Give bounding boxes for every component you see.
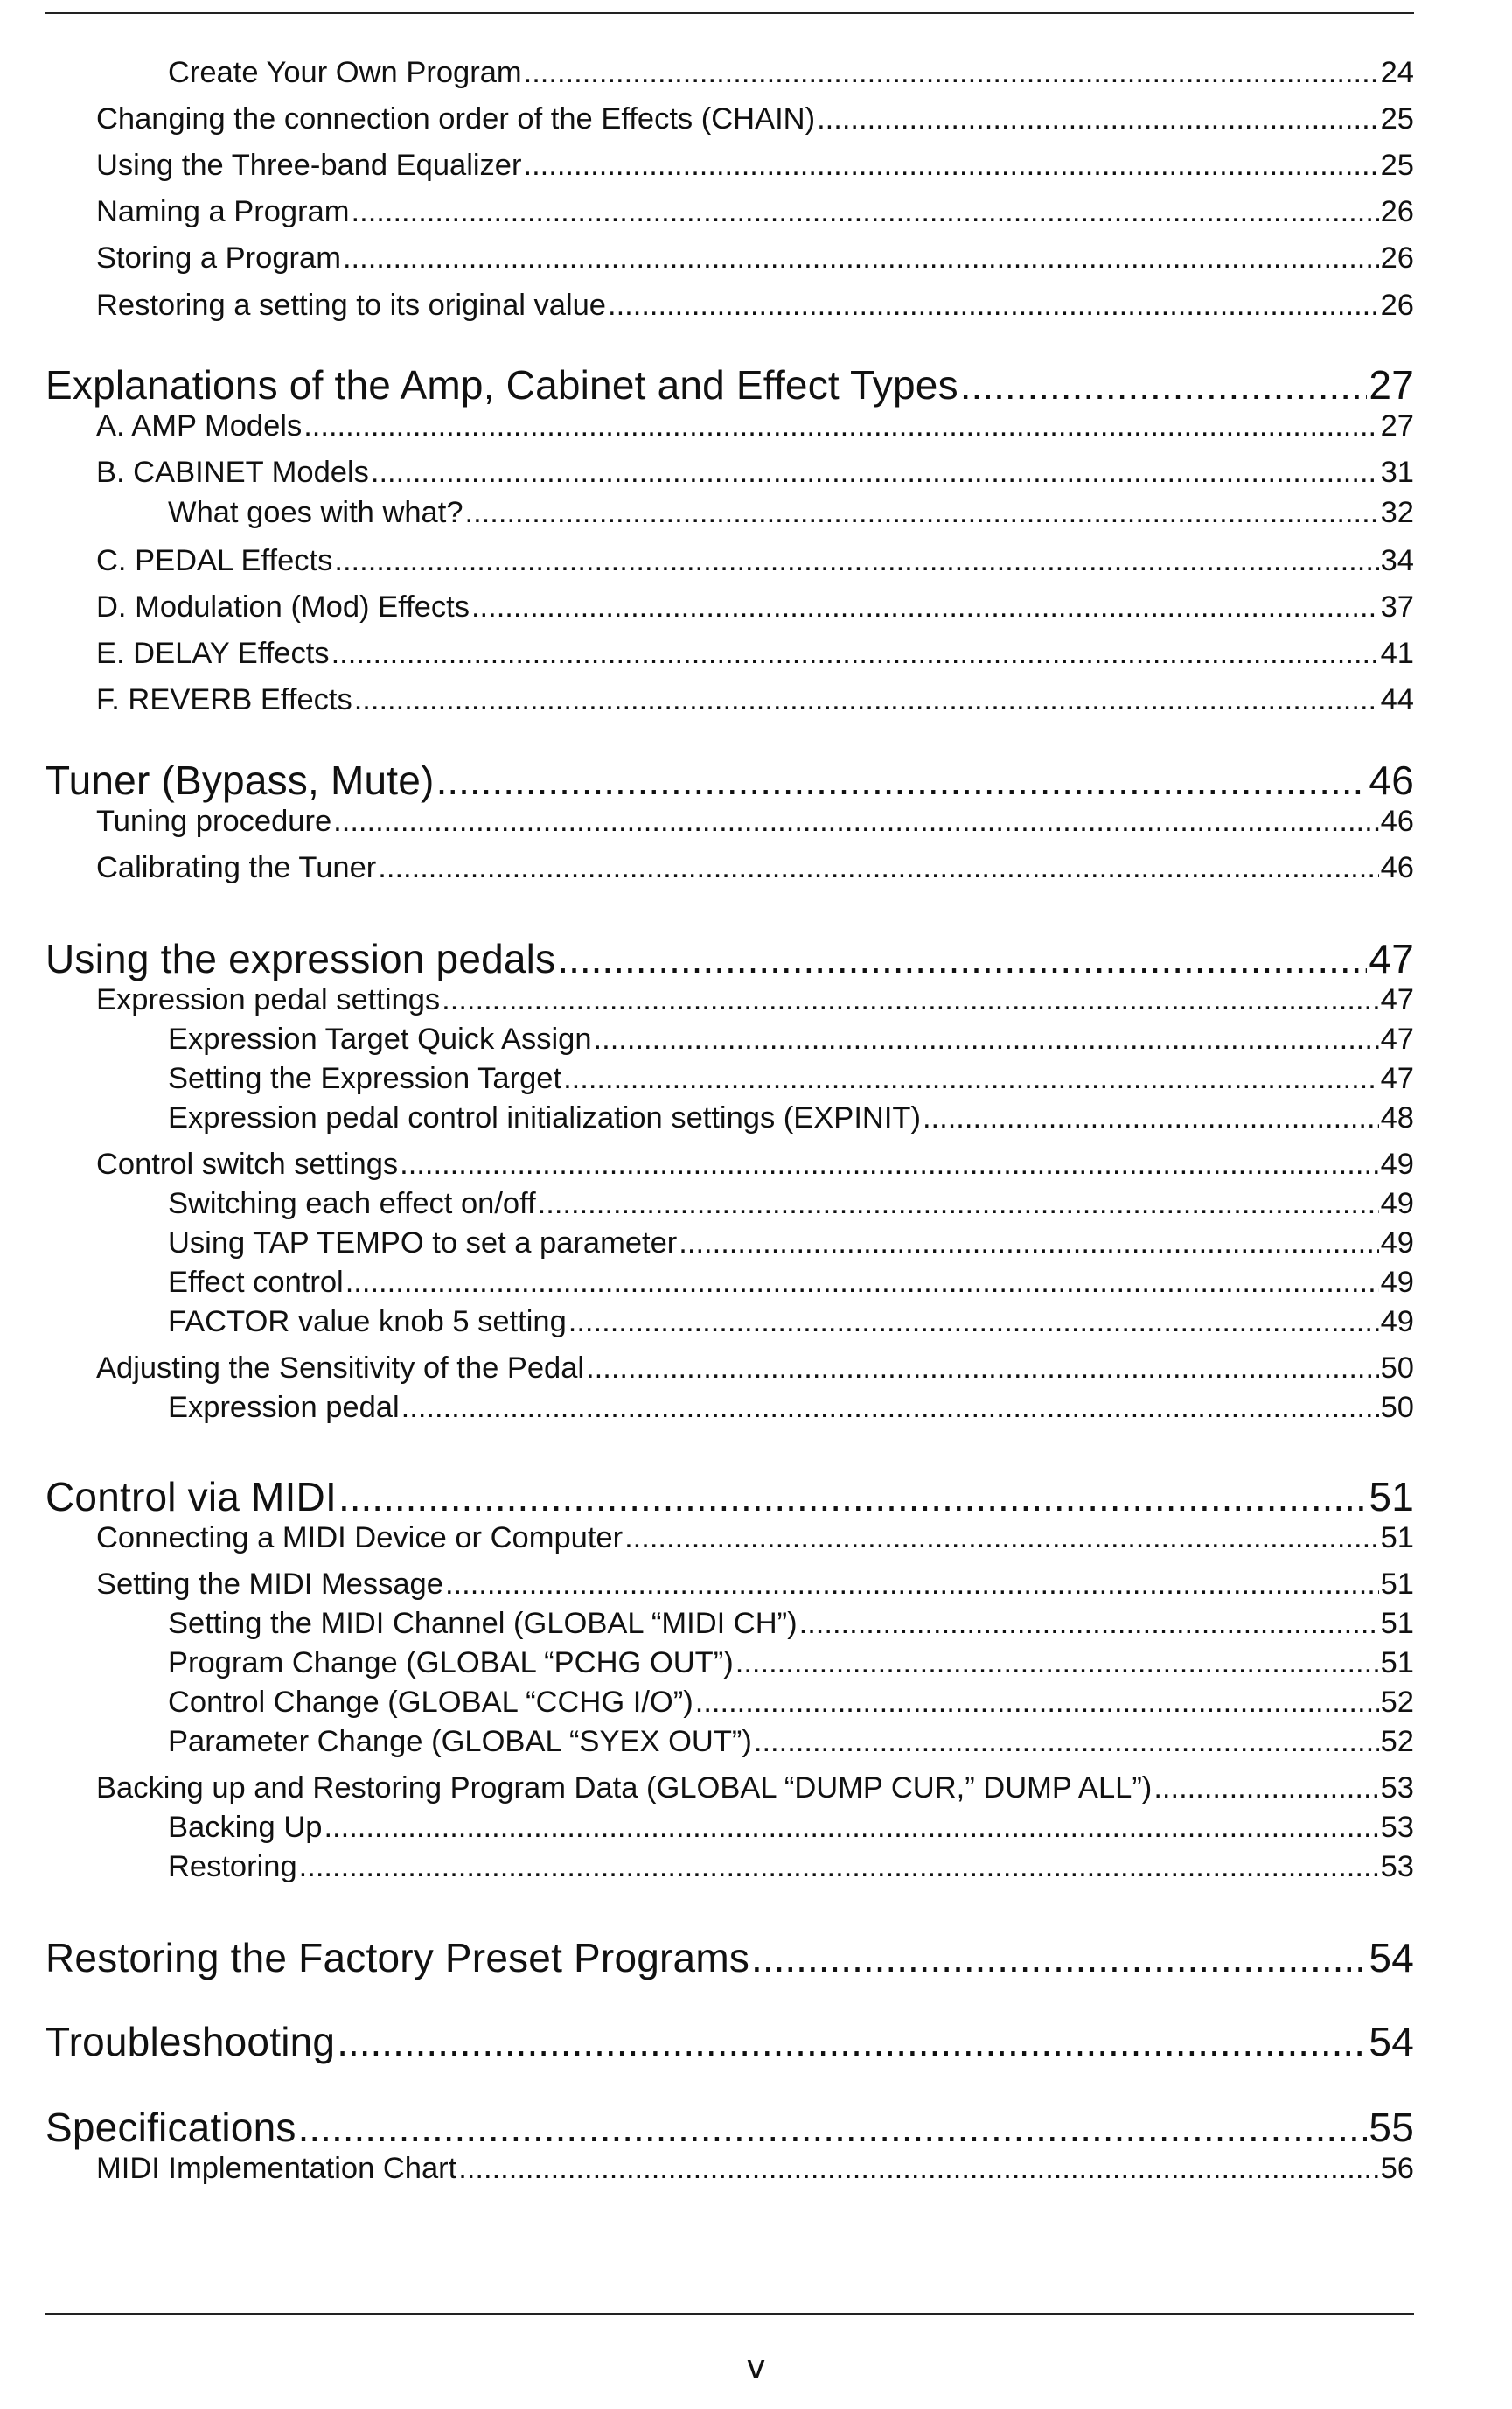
toc-entry[interactable] — [96, 409, 1414, 443]
toc-entry-title: Connecting a MIDI Device or Computer — [96, 1521, 624, 1554]
toc-entry-title: Naming a Program — [96, 195, 350, 228]
toc-entry[interactable] — [96, 1771, 1414, 1805]
toc-entry-page: 51 — [1380, 1646, 1414, 1679]
dot-leader — [586, 1351, 1379, 1386]
toc-entry[interactable] — [96, 983, 1414, 1017]
dot-leader — [337, 2018, 1367, 2065]
dot-leader — [458, 2152, 1378, 2186]
toc-entry[interactable] — [168, 1686, 1414, 1720]
toc-entry[interactable] — [168, 1811, 1414, 1845]
toc-entry[interactable] — [96, 1351, 1414, 1386]
toc-entry-page: 52 — [1380, 1686, 1414, 1719]
toc-entry-page: 37 — [1380, 590, 1414, 624]
dot-leader — [331, 637, 1379, 671]
toc-entry-page: 53 — [1380, 1771, 1414, 1805]
toc-entry[interactable] — [168, 496, 1414, 530]
toc-entry-page: 47 — [1380, 1062, 1414, 1095]
toc-entry[interactable] — [168, 1391, 1414, 1425]
toc-entry-page: 34 — [1380, 544, 1414, 577]
toc-entry-title: Troubleshooting — [45, 2019, 336, 2064]
toc-entry-title: Specifications — [45, 2105, 296, 2150]
toc-entry-title: Changing the connection order of the Effects (CHAIN) — [96, 102, 816, 136]
toc-entry-page: 46 — [1369, 758, 1414, 803]
toc-entry[interactable] — [96, 102, 1414, 136]
toc-entry[interactable] — [96, 195, 1414, 229]
toc-entry-page: 27 — [1369, 362, 1414, 408]
toc-entry-title: Using the Three-band Equalizer — [96, 149, 522, 182]
toc-entry-page: 51 — [1369, 1474, 1414, 1519]
toc-entry-page: 54 — [1369, 2019, 1414, 2064]
dot-leader — [352, 195, 1379, 229]
dot-leader — [298, 2104, 1368, 2151]
toc-entry-page: 49 — [1380, 1266, 1414, 1299]
dot-leader — [303, 409, 1378, 443]
toc-entry-title: Effect control — [168, 1266, 344, 1299]
toc-entry-title: Explanations of the Amp, Cabinet and Effect Types — [45, 362, 958, 408]
dot-leader — [378, 851, 1378, 885]
toc-entry-page: 26 — [1380, 289, 1414, 322]
toc-entry[interactable] — [96, 289, 1414, 323]
toc-entry[interactable] — [96, 149, 1414, 183]
bottom-rule — [45, 2313, 1414, 2315]
dot-leader — [624, 1521, 1379, 1555]
toc-entry[interactable] — [168, 1850, 1414, 1884]
toc-entry-page: 44 — [1380, 683, 1414, 716]
toc-chapter-entry[interactable] — [45, 361, 1414, 408]
dot-leader — [817, 102, 1379, 136]
toc-entry-page: 55 — [1369, 2105, 1414, 2150]
toc-entry[interactable] — [168, 1226, 1414, 1260]
toc-entry-page: 54 — [1369, 1935, 1414, 1980]
toc-entry[interactable] — [96, 851, 1414, 885]
toc-entry-title: Backing Up — [168, 1811, 323, 1844]
toc-entry-page: 48 — [1380, 1101, 1414, 1135]
dot-leader — [538, 1187, 1379, 1221]
toc-entry-title: Setting the MIDI Message — [96, 1568, 443, 1601]
dot-leader — [524, 56, 1379, 90]
dot-leader — [524, 149, 1379, 183]
toc-entry-title: Restoring a setting to its original value — [96, 289, 606, 322]
toc-entry-title: Control switch settings — [96, 1148, 399, 1181]
dot-leader — [442, 983, 1378, 1017]
toc-entry[interactable] — [168, 1023, 1414, 1057]
toc-entry-page: 49 — [1380, 1305, 1414, 1338]
toc-entry-title: C. PEDAL Effects — [96, 544, 333, 577]
toc-entry-title: Calibrating the Tuner — [96, 851, 377, 884]
toc-entry-title: Storing a Program — [96, 241, 341, 275]
toc-entry-title: Expression Target Quick Assign — [168, 1023, 592, 1056]
toc-entry-page: 49 — [1380, 1148, 1414, 1181]
toc-entry[interactable] — [168, 1305, 1414, 1339]
toc-entry[interactable] — [168, 1266, 1414, 1300]
toc-entry[interactable] — [168, 1101, 1414, 1135]
toc-chapter-entry[interactable] — [45, 1473, 1414, 1520]
toc-entry-page: 49 — [1380, 1226, 1414, 1260]
toc-entry-page: 27 — [1380, 409, 1414, 443]
toc-entry-page: 53 — [1380, 1811, 1414, 1844]
toc-entry-page: 26 — [1380, 241, 1414, 275]
toc-entry-title: A. AMP Models — [96, 409, 303, 443]
dot-leader — [695, 1686, 1379, 1720]
toc-entry[interactable] — [96, 683, 1414, 717]
toc-entry[interactable] — [96, 456, 1414, 490]
toc-entry[interactable] — [96, 241, 1414, 276]
toc-entry[interactable] — [168, 56, 1414, 90]
toc-entry-page: 47 — [1380, 983, 1414, 1016]
toc-entry-title: Expression pedal — [168, 1391, 400, 1424]
toc-entry-title: Restoring the Factory Preset Programs — [45, 1935, 750, 1980]
dot-leader — [345, 1266, 1379, 1300]
toc-entry-title: Adjusting the Sensitivity of the Pedal — [96, 1351, 585, 1385]
toc-entry-title: B. CABINET Models — [96, 456, 369, 489]
dot-leader — [436, 757, 1368, 804]
toc-entry-page: 24 — [1380, 56, 1414, 89]
toc-entry-title: Parameter Change (GLOBAL “SYEX OUT”) — [168, 1725, 752, 1758]
toc-entry-title: Program Change (GLOBAL “PCHG OUT”) — [168, 1646, 734, 1679]
dot-leader — [594, 1023, 1379, 1057]
toc-chapter-entry[interactable] — [45, 2104, 1414, 2151]
table-of-contents — [45, 0, 1414, 2309]
toc-entry-page: 31 — [1380, 456, 1414, 489]
toc-entry-page: 25 — [1380, 149, 1414, 182]
toc-entry-page: 49 — [1380, 1187, 1414, 1220]
toc-entry[interactable] — [168, 1187, 1414, 1221]
toc-entry-page: 51 — [1380, 1521, 1414, 1554]
dot-leader — [754, 1725, 1379, 1759]
toc-entry-title: Switching each effect on/off — [168, 1187, 536, 1220]
dot-leader — [465, 496, 1379, 530]
toc-entry-title: Setting the Expression Target — [168, 1062, 562, 1095]
toc-entry[interactable] — [96, 637, 1414, 671]
dot-leader — [354, 683, 1379, 717]
dot-leader — [568, 1305, 1379, 1339]
toc-entry-title: F. REVERB Effects — [96, 683, 352, 716]
dot-leader — [923, 1101, 1379, 1135]
toc-entry-page: 53 — [1380, 1850, 1414, 1883]
toc-entry-title: Expression pedal settings — [96, 983, 441, 1016]
toc-entry-title: Control Change (GLOBAL “CCHG I/O”) — [168, 1686, 693, 1719]
page-number: v — [747, 2348, 765, 2386]
dot-leader — [751, 1934, 1367, 1981]
toc-entry-title: Expression pedal control initialization settings (EXPINIT) — [168, 1101, 921, 1135]
toc-entry[interactable] — [168, 1607, 1414, 1641]
toc-entry-page: 50 — [1380, 1391, 1414, 1424]
toc-entry-title: Tuning procedure — [96, 805, 332, 838]
toc-entry-title: What goes with what? — [168, 496, 463, 529]
dot-leader — [299, 1850, 1379, 1884]
toc-entry-title: Using TAP TEMPO to set a parameter — [168, 1226, 678, 1260]
toc-chapter-entry[interactable] — [45, 1934, 1414, 1981]
dot-leader — [557, 935, 1367, 982]
dot-leader — [799, 1607, 1379, 1641]
toc-entry-page: 50 — [1380, 1351, 1414, 1385]
toc-entry[interactable] — [96, 1521, 1414, 1555]
dot-leader — [608, 289, 1379, 323]
toc-entry[interactable] — [168, 1062, 1414, 1096]
toc-entry-title: E. DELAY Effects — [96, 637, 330, 670]
toc-entry[interactable] — [96, 590, 1414, 625]
toc-entry-page: 46 — [1380, 805, 1414, 838]
dot-leader — [334, 544, 1378, 578]
toc-entry[interactable] — [96, 1148, 1414, 1182]
toc-entry[interactable] — [168, 1646, 1414, 1680]
toc-chapter-entry[interactable] — [45, 935, 1414, 982]
toc-entry-page: 47 — [1369, 936, 1414, 981]
toc-entry-page: 51 — [1380, 1607, 1414, 1640]
toc-entry-title: Control via MIDI — [45, 1474, 337, 1519]
toc-entry-page: 46 — [1380, 851, 1414, 884]
dot-leader — [401, 1391, 1379, 1425]
toc-entry-title: MIDI Implementation Chart — [96, 2152, 457, 2185]
toc-entry-page: 47 — [1380, 1023, 1414, 1056]
toc-entry-title: Tuner (Bypass, Mute) — [45, 758, 435, 803]
toc-entry-page: 41 — [1380, 637, 1414, 670]
toc-entry-page: 52 — [1380, 1725, 1414, 1758]
toc-chapter-entry[interactable] — [45, 2018, 1414, 2065]
toc-entry-title: D. Modulation (Mod) Effects — [96, 590, 470, 624]
toc-entry-title: FACTOR value knob 5 setting — [168, 1305, 567, 1338]
toc-entry-page: 26 — [1380, 195, 1414, 228]
toc-entry[interactable] — [96, 544, 1414, 578]
dot-leader — [735, 1646, 1379, 1680]
toc-entry-page: 25 — [1380, 102, 1414, 136]
toc-entry-page: 51 — [1380, 1568, 1414, 1601]
toc-entry[interactable] — [168, 1725, 1414, 1759]
toc-entry-page: 56 — [1380, 2152, 1414, 2185]
toc-entry-title: Setting the MIDI Channel (GLOBAL “MIDI CH”) — [168, 1607, 798, 1640]
toc-entry[interactable] — [96, 2152, 1414, 2186]
dot-leader — [333, 805, 1378, 839]
toc-entry-page: 32 — [1380, 496, 1414, 529]
dot-leader — [960, 361, 1368, 408]
dot-leader — [324, 1811, 1378, 1845]
dot-leader — [563, 1062, 1379, 1096]
dot-leader — [343, 241, 1379, 276]
dot-leader — [338, 1473, 1367, 1520]
toc-chapter-entry[interactable] — [45, 757, 1414, 804]
toc-entry-title: Create Your Own Program — [168, 56, 522, 89]
dot-leader — [471, 590, 1379, 625]
dot-leader — [445, 1568, 1379, 1602]
toc-entry[interactable] — [96, 805, 1414, 839]
toc-entry-title: Using the expression pedals — [45, 936, 556, 981]
toc-entry-title: Restoring — [168, 1850, 297, 1883]
toc-entry-title: Backing up and Restoring Program Data (GLOBAL “DUMP CUR,” DUMP ALL”) — [96, 1771, 1153, 1805]
dot-leader — [371, 456, 1379, 490]
toc-entry[interactable] — [96, 1568, 1414, 1602]
dot-leader — [400, 1148, 1378, 1182]
dot-leader — [1153, 1771, 1378, 1805]
dot-leader — [679, 1226, 1378, 1260]
